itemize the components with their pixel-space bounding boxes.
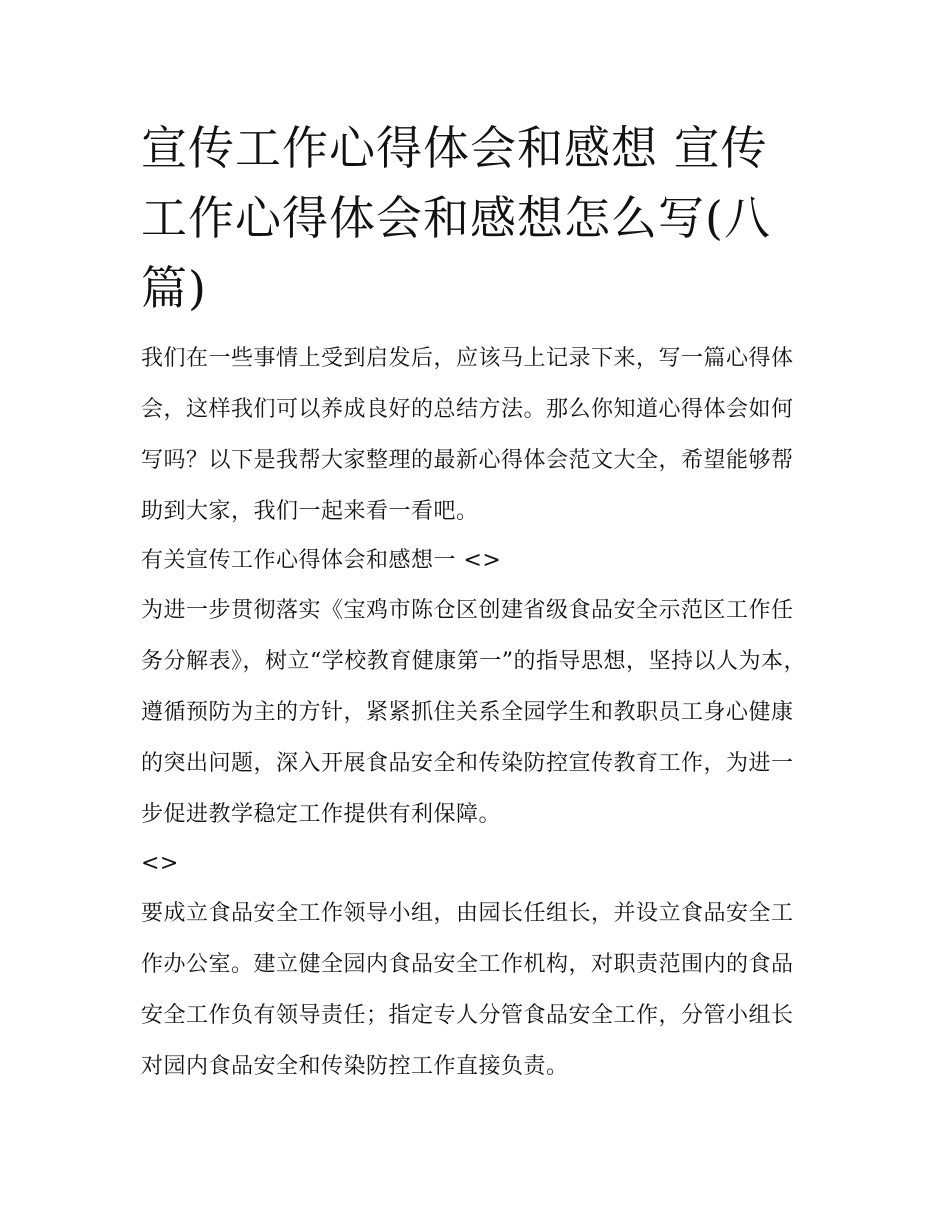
section-marker: <> [141,851,179,876]
body-paragraph-2: 要成立食品安全工作领导小组，由园长任组长，并设立食品安全工作办公室。建立健全园内食品安全工作机构，对职责范围内的食品安全工作负有领导责任；指定专人分管食品安全工作，分管小组长对园内食品安全和传染防控工作直接负责。 [141,901,794,1079]
document-body [141,333,813,1092]
document-page [141,113,813,1092]
body-paragraph-1: 为进一步贯彻落实《宝鸡市陈仓区创建省级食品安全示范区工作任务分解表》，树立“学校教育健康第一”的指导思想，坚持以人为本，遵循预防为主的方针，紧紧抓住关系全园学生和教职员工身心健康的突出问题，深入开展食品安全和传染防控宣传教育工作，为进一步促进教学稳定工作提供有利保障。 [141,598,806,827]
document-title: 宣传工作心得体会和感想 宣传工作心得体会和感想怎么写(八篇) [141,121,771,315]
section-heading-1: 有关宣传工作心得体会和感想一 <> [141,548,502,573]
intro-paragraph: 我们在一些事情上受到启发后，应该马上记录下来，写一篇心得体会，这样我们可以养成良好的总结方法。那么你知道心得体会如何写吗？以下是我帮大家整理的最新心得体会范文大全，希望能够帮助到大家，我们一起来看一看吧。 [141,346,794,524]
